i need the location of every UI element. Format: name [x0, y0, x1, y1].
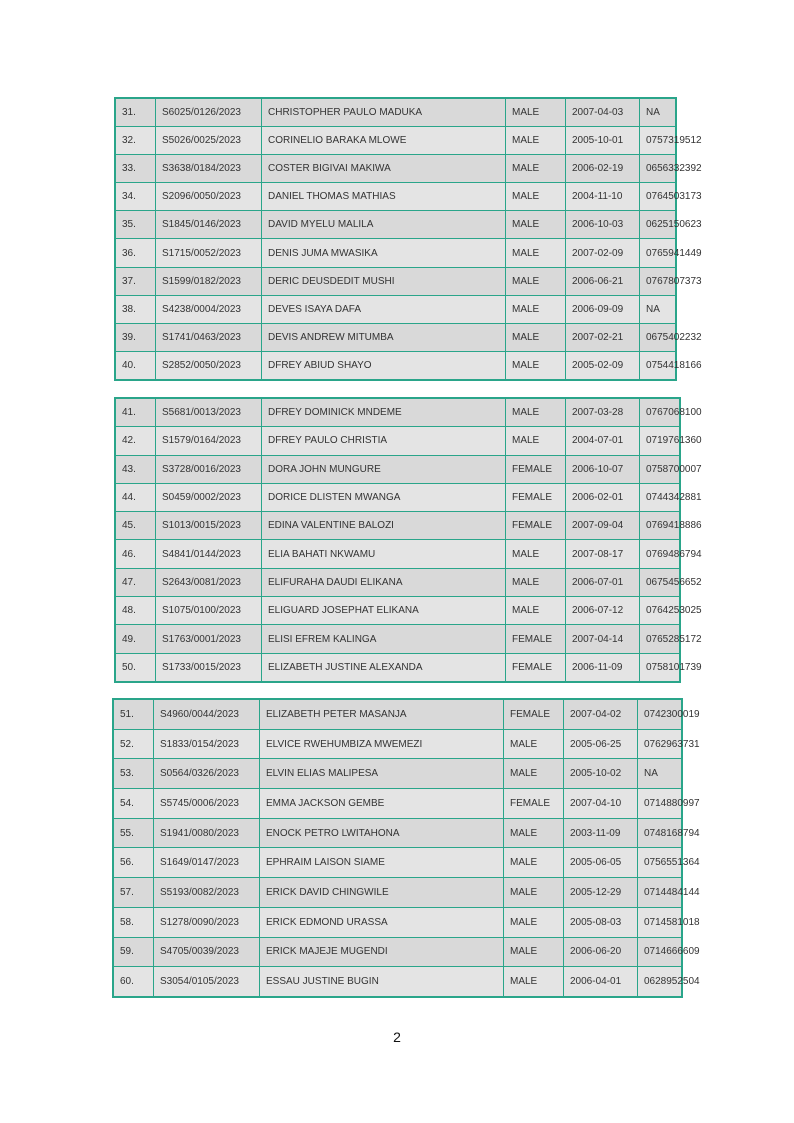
- sex-cell: FEMALE: [504, 700, 564, 730]
- date-of-birth-cell: 2007-04-10: [564, 789, 638, 819]
- table-row: [116, 540, 680, 568]
- registration-number-cell: S1733/0015/2023: [156, 653, 262, 681]
- registration-number-cell: S3728/0016/2023: [156, 455, 262, 483]
- sex-cell: MALE: [504, 729, 564, 759]
- student-name-cell: ELIZABETH PETER MASANJA: [260, 700, 504, 730]
- row-number-cell: 58.: [114, 907, 154, 937]
- phone-number-cell: 0656332392: [640, 155, 676, 183]
- phone-number-cell: 0764503173: [640, 183, 676, 211]
- registration-number-cell: S1845/0146/2023: [156, 211, 262, 239]
- registration-number-cell: S6025/0126/2023: [156, 99, 262, 127]
- table-row: [116, 127, 676, 155]
- student-name-cell: ERICK MAJEJE MUGENDI: [260, 937, 504, 967]
- date-of-birth-cell: 2006-10-03: [566, 211, 640, 239]
- table-row: [114, 789, 682, 819]
- date-of-birth-cell: 2007-03-28: [566, 399, 640, 427]
- table-row: [114, 818, 682, 848]
- registration-number-cell: S3638/0184/2023: [156, 155, 262, 183]
- registration-number-cell: S1833/0154/2023: [154, 729, 260, 759]
- student-name-cell: CORINELIO BARAKA MLOWE: [262, 127, 506, 155]
- student-name-cell: DANIEL THOMAS MATHIAS: [262, 183, 506, 211]
- table-row: [116, 99, 676, 127]
- student-name-cell: DAVID MYELU MALILA: [262, 211, 506, 239]
- table-row: [116, 625, 680, 653]
- date-of-birth-cell: 2006-06-20: [564, 937, 638, 967]
- table-row: [116, 351, 676, 379]
- table-row: [114, 759, 682, 789]
- row-number-cell: 53.: [114, 759, 154, 789]
- phone-number-cell: NA: [640, 99, 676, 127]
- row-number-cell: 52.: [114, 729, 154, 759]
- student-table-block-2: [114, 397, 702, 683]
- phone-number-cell: NA: [638, 759, 682, 789]
- phone-number-cell: 0767807373: [640, 267, 676, 295]
- row-number-cell: 45.: [116, 512, 156, 540]
- row-number-cell: 42.: [116, 427, 156, 455]
- table-row: [116, 155, 676, 183]
- student-table-block-1: [114, 97, 702, 381]
- sex-cell: FEMALE: [506, 455, 566, 483]
- sex-cell: MALE: [504, 967, 564, 997]
- student-name-cell: EPHRAIM LAISON SIAME: [260, 848, 504, 878]
- phone-number-cell: 0748168794: [638, 818, 682, 848]
- student-name-cell: ELIGUARD JOSEPHAT ELIKANA: [262, 597, 506, 625]
- sex-cell: MALE: [506, 211, 566, 239]
- student-table-block-3: [112, 698, 700, 998]
- date-of-birth-cell: 2003-11-09: [564, 818, 638, 848]
- registration-number-cell: S1278/0090/2023: [154, 907, 260, 937]
- date-of-birth-cell: 2007-09-04: [566, 512, 640, 540]
- student-name-cell: DORICE DLISTEN MWANGA: [262, 483, 506, 511]
- student-name-cell: ENOCK PETRO LWITAHONA: [260, 818, 504, 848]
- date-of-birth-cell: 2004-11-10: [566, 183, 640, 211]
- phone-number-cell: 0758700007: [640, 455, 680, 483]
- row-number-cell: 37.: [116, 267, 156, 295]
- student-name-cell: COSTER BIGIVAI MAKIWA: [262, 155, 506, 183]
- student-name-cell: ERICK EDMOND URASSA: [260, 907, 504, 937]
- registration-number-cell: S1941/0080/2023: [154, 818, 260, 848]
- date-of-birth-cell: 2005-06-25: [564, 729, 638, 759]
- phone-number-cell: 0742300019: [638, 700, 682, 730]
- row-number-cell: 60.: [114, 967, 154, 997]
- phone-number-cell: 0714880997: [638, 789, 682, 819]
- date-of-birth-cell: 2006-07-12: [566, 597, 640, 625]
- table-row: [116, 427, 680, 455]
- student-name-cell: DORA JOHN MUNGURE: [262, 455, 506, 483]
- row-number-cell: 46.: [116, 540, 156, 568]
- registration-number-cell: S5681/0013/2023: [156, 399, 262, 427]
- date-of-birth-cell: 2005-10-02: [564, 759, 638, 789]
- registration-number-cell: S5745/0006/2023: [154, 789, 260, 819]
- row-number-cell: 41.: [116, 399, 156, 427]
- date-of-birth-cell: 2007-04-02: [564, 700, 638, 730]
- registration-number-cell: S2096/0050/2023: [156, 183, 262, 211]
- phone-number-cell: 0714484144: [638, 878, 682, 908]
- student-name-cell: DEVIS ANDREW MITUMBA: [262, 323, 506, 351]
- sex-cell: FEMALE: [506, 483, 566, 511]
- date-of-birth-cell: 2007-02-21: [566, 323, 640, 351]
- student-table: [115, 98, 702, 380]
- row-number-cell: 54.: [114, 789, 154, 819]
- sex-cell: MALE: [506, 183, 566, 211]
- phone-number-cell: 0769486794: [640, 540, 680, 568]
- student-name-cell: ELISI EFREM KALINGA: [262, 625, 506, 653]
- registration-number-cell: S4705/0039/2023: [154, 937, 260, 967]
- phone-number-cell: 0744342881: [640, 483, 680, 511]
- sex-cell: FEMALE: [506, 512, 566, 540]
- row-number-cell: 36.: [116, 239, 156, 267]
- date-of-birth-cell: 2007-04-14: [566, 625, 640, 653]
- sex-cell: MALE: [506, 399, 566, 427]
- table-row: [114, 848, 682, 878]
- row-number-cell: 35.: [116, 211, 156, 239]
- student-name-cell: ELIA BAHATI NKWAMU: [262, 540, 506, 568]
- registration-number-cell: S3054/0105/2023: [154, 967, 260, 997]
- phone-number-cell: 0757319512: [640, 127, 676, 155]
- registration-number-cell: S1013/0015/2023: [156, 512, 262, 540]
- student-name-cell: DFREY PAULO CHRISTIA: [262, 427, 506, 455]
- sex-cell: MALE: [506, 597, 566, 625]
- table-row: [114, 878, 682, 908]
- row-number-cell: 49.: [116, 625, 156, 653]
- student-name-cell: ESSAU JUSTINE BUGIN: [260, 967, 504, 997]
- row-number-cell: 33.: [116, 155, 156, 183]
- sex-cell: MALE: [506, 427, 566, 455]
- student-name-cell: DERIC DEUSDEDIT MUSHI: [262, 267, 506, 295]
- sex-cell: MALE: [504, 937, 564, 967]
- registration-number-cell: S1649/0147/2023: [154, 848, 260, 878]
- date-of-birth-cell: 2006-06-21: [566, 267, 640, 295]
- registration-number-cell: S4841/0144/2023: [156, 540, 262, 568]
- date-of-birth-cell: 2006-07-01: [566, 568, 640, 596]
- sex-cell: MALE: [504, 907, 564, 937]
- date-of-birth-cell: 2007-04-03: [566, 99, 640, 127]
- sex-cell: MALE: [506, 351, 566, 379]
- table-row: [116, 323, 676, 351]
- date-of-birth-cell: 2006-02-01: [566, 483, 640, 511]
- sex-cell: MALE: [504, 818, 564, 848]
- student-name-cell: ELIZABETH JUSTINE ALEXANDA: [262, 653, 506, 681]
- date-of-birth-cell: 2005-12-29: [564, 878, 638, 908]
- student-table: [113, 699, 700, 997]
- table-row: [116, 512, 680, 540]
- date-of-birth-cell: 2006-04-01: [564, 967, 638, 997]
- phone-number-cell: 0754418166: [640, 351, 676, 379]
- sex-cell: FEMALE: [506, 625, 566, 653]
- table-row: [116, 568, 680, 596]
- date-of-birth-cell: 2005-06-05: [564, 848, 638, 878]
- student-name-cell: ERICK DAVID CHINGWILE: [260, 878, 504, 908]
- date-of-birth-cell: 2007-08-17: [566, 540, 640, 568]
- table-row: [114, 729, 682, 759]
- date-of-birth-cell: 2005-10-01: [566, 127, 640, 155]
- row-number-cell: 44.: [116, 483, 156, 511]
- sex-cell: MALE: [504, 848, 564, 878]
- row-number-cell: 34.: [116, 183, 156, 211]
- row-number-cell: 39.: [116, 323, 156, 351]
- row-number-cell: 43.: [116, 455, 156, 483]
- registration-number-cell: S5193/0082/2023: [154, 878, 260, 908]
- registration-number-cell: S4960/0044/2023: [154, 700, 260, 730]
- student-name-cell: CHRISTOPHER PAULO MADUKA: [262, 99, 506, 127]
- sex-cell: MALE: [506, 568, 566, 596]
- student-name-cell: DFREY ABIUD SHAYO: [262, 351, 506, 379]
- registration-number-cell: S0459/0002/2023: [156, 483, 262, 511]
- sex-cell: MALE: [504, 759, 564, 789]
- date-of-birth-cell: 2006-09-09: [566, 295, 640, 323]
- sex-cell: MALE: [506, 540, 566, 568]
- registration-number-cell: S4238/0004/2023: [156, 295, 262, 323]
- student-name-cell: EMMA JACKSON GEMBE: [260, 789, 504, 819]
- sex-cell: MALE: [506, 239, 566, 267]
- row-number-cell: 40.: [116, 351, 156, 379]
- table-row: [114, 967, 682, 997]
- row-number-cell: 50.: [116, 653, 156, 681]
- row-number-cell: 38.: [116, 295, 156, 323]
- date-of-birth-cell: 2006-11-09: [566, 653, 640, 681]
- registration-number-cell: S1579/0164/2023: [156, 427, 262, 455]
- row-number-cell: 47.: [116, 568, 156, 596]
- registration-number-cell: S1599/0182/2023: [156, 267, 262, 295]
- row-number-cell: 32.: [116, 127, 156, 155]
- date-of-birth-cell: 2005-02-09: [566, 351, 640, 379]
- row-number-cell: 48.: [116, 597, 156, 625]
- phone-number-cell: 0765941449: [640, 239, 676, 267]
- table-row: [114, 937, 682, 967]
- table-row: [116, 267, 676, 295]
- student-name-cell: EDINA VALENTINE BALOZI: [262, 512, 506, 540]
- student-name-cell: ELIFURAHA DAUDI ELIKANA: [262, 568, 506, 596]
- row-number-cell: 57.: [114, 878, 154, 908]
- page-number: 2: [393, 1029, 401, 1045]
- table-row: [116, 211, 676, 239]
- student-name-cell: ELVICE RWEHUMBIZA MWEMEZI: [260, 729, 504, 759]
- table-row: [116, 483, 680, 511]
- phone-number-cell: 0719761360: [640, 427, 680, 455]
- table-row: [116, 597, 680, 625]
- student-table: [115, 398, 702, 682]
- date-of-birth-cell: 2004-07-01: [566, 427, 640, 455]
- phone-number-cell: 0714666609: [638, 937, 682, 967]
- registration-number-cell: S1763/0001/2023: [156, 625, 262, 653]
- phone-number-cell: 0756551364: [638, 848, 682, 878]
- registration-number-cell: S0564/0326/2023: [154, 759, 260, 789]
- student-name-cell: DENIS JUMA MWASIKA: [262, 239, 506, 267]
- student-name-cell: DEVES ISAYA DAFA: [262, 295, 506, 323]
- phone-number-cell: 0769418886: [640, 512, 680, 540]
- phone-number-cell: 0675456652: [640, 568, 680, 596]
- phone-number-cell: 0762963731: [638, 729, 682, 759]
- row-number-cell: 55.: [114, 818, 154, 848]
- sex-cell: MALE: [504, 878, 564, 908]
- table-row: [116, 399, 680, 427]
- phone-number-cell: 0765285172: [640, 625, 680, 653]
- sex-cell: MALE: [506, 267, 566, 295]
- registration-number-cell: S5026/0025/2023: [156, 127, 262, 155]
- row-number-cell: 59.: [114, 937, 154, 967]
- phone-number-cell: 0758101739: [640, 653, 680, 681]
- sex-cell: MALE: [506, 155, 566, 183]
- date-of-birth-cell: 2005-08-03: [564, 907, 638, 937]
- phone-number-cell: 0675402232: [640, 323, 676, 351]
- table-row: [116, 239, 676, 267]
- sex-cell: MALE: [506, 295, 566, 323]
- table-row: [116, 455, 680, 483]
- row-number-cell: 56.: [114, 848, 154, 878]
- registration-number-cell: S2852/0050/2023: [156, 351, 262, 379]
- phone-number-cell: NA: [640, 295, 676, 323]
- registration-number-cell: S1715/0052/2023: [156, 239, 262, 267]
- sex-cell: MALE: [506, 323, 566, 351]
- registration-number-cell: S1741/0463/2023: [156, 323, 262, 351]
- table-row: [116, 183, 676, 211]
- phone-number-cell: 0714581018: [638, 907, 682, 937]
- phone-number-cell: 0628952504: [638, 967, 682, 997]
- date-of-birth-cell: 2006-02-19: [566, 155, 640, 183]
- sex-cell: FEMALE: [504, 789, 564, 819]
- table-row: [114, 700, 682, 730]
- phone-number-cell: 0764253025: [640, 597, 680, 625]
- date-of-birth-cell: 2006-10-07: [566, 455, 640, 483]
- row-number-cell: 51.: [114, 700, 154, 730]
- student-name-cell: ELVIN ELIAS MALIPESA: [260, 759, 504, 789]
- table-row: [114, 907, 682, 937]
- sex-cell: MALE: [506, 99, 566, 127]
- sex-cell: MALE: [506, 127, 566, 155]
- table-row: [116, 295, 676, 323]
- phone-number-cell: 0625150623: [640, 211, 676, 239]
- table-row: [116, 653, 680, 681]
- row-number-cell: 31.: [116, 99, 156, 127]
- sex-cell: FEMALE: [506, 653, 566, 681]
- date-of-birth-cell: 2007-02-09: [566, 239, 640, 267]
- registration-number-cell: S2643/0081/2023: [156, 568, 262, 596]
- student-name-cell: DFREY DOMINICK MNDEME: [262, 399, 506, 427]
- phone-number-cell: 0767068100: [640, 399, 680, 427]
- registration-number-cell: S1075/0100/2023: [156, 597, 262, 625]
